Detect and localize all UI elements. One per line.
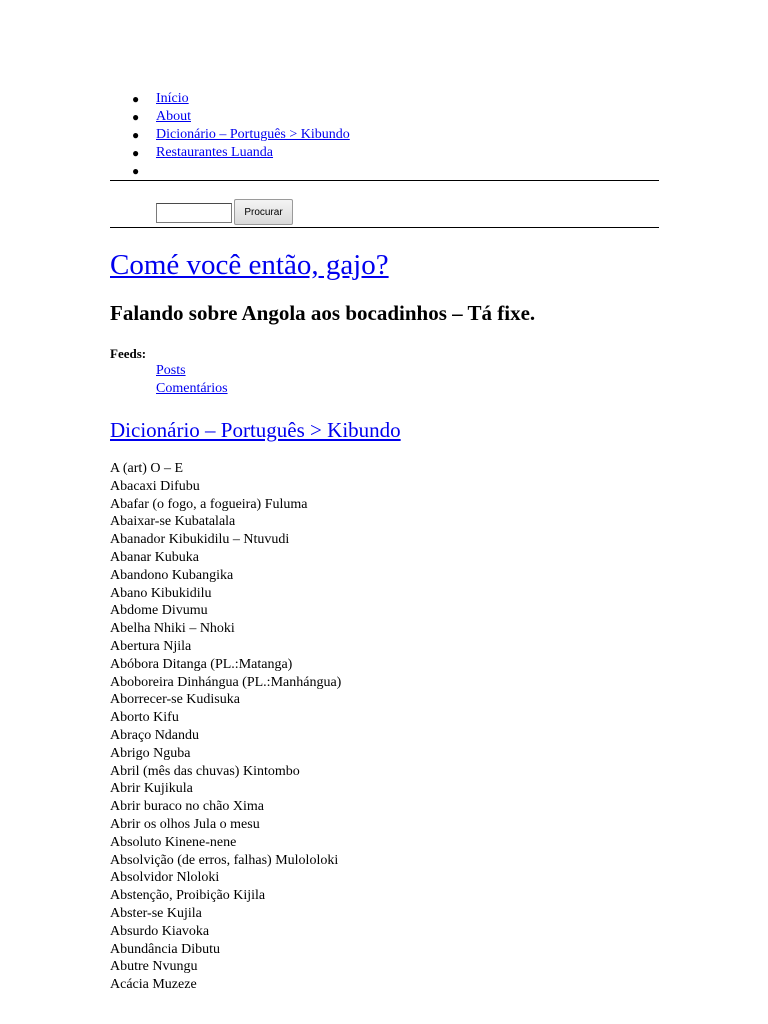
search-button[interactable]: Procurar — [234, 199, 293, 225]
dictionary-entry: Abafar (o fogo, a fogueira) Fuluma — [110, 496, 308, 512]
bullet-icon: ● — [132, 146, 140, 160]
dictionary-entry: Abrigo Nguba — [110, 745, 191, 761]
dictionary-entries — [110, 460, 710, 994]
bullet-icon: ● — [132, 110, 140, 124]
dictionary-entry: Abrir buraco no chão Xima — [110, 799, 264, 815]
site-tagline: Falando sobre Angola aos bocadinhos – Tá fixe. — [110, 301, 536, 325]
dictionary-entry: Absolvição (de erros, falhas) Mulololoki — [110, 852, 339, 868]
dictionary-entry: Abanador Kibukidilu – Ntuvudi — [110, 532, 290, 548]
bullet-icon: ● — [132, 92, 140, 106]
dictionary-entry: Abundância Dibutu — [110, 941, 221, 957]
dictionary-entry: Abdome Divumu — [110, 603, 208, 619]
dictionary-entry: Acácia Muzeze — [110, 977, 197, 993]
dictionary-entry: Abster-se Kujila — [110, 905, 202, 921]
main-nav — [110, 90, 659, 180]
nav-link-dicionario[interactable]: Dicionário – Português > Kibundo — [156, 127, 350, 142]
dictionary-entry: Abandono Kubangika — [110, 567, 234, 583]
nav-link-inicio[interactable]: Início — [156, 91, 189, 106]
nav-item-dicionario — [110, 126, 659, 144]
dictionary-entry: Aborrecer-se Kudisuka — [110, 692, 240, 708]
dictionary-entry: Abraço Ndandu — [110, 727, 200, 743]
divider-top — [110, 180, 659, 181]
post-title — [110, 416, 401, 444]
dictionary-entry: A (art) O – E — [110, 461, 184, 476]
dictionary-entry: Abóbora Ditanga (PL.:Matanga) — [110, 656, 293, 672]
dictionary-entry: Abanar Kubuka — [110, 549, 200, 565]
feed-comments-link[interactable]: Comentários — [156, 381, 228, 396]
nav-link-restaurantes[interactable]: Restaurantes Luanda — [156, 145, 274, 160]
bullet-icon: ● — [132, 164, 140, 178]
nav-item-inicio — [110, 90, 659, 108]
feeds-label: Feeds: — [110, 346, 147, 361]
bullet-icon: ● — [132, 128, 140, 142]
nav-link-about[interactable]: About — [156, 109, 191, 124]
search-input[interactable] — [156, 203, 232, 223]
divider-bottom — [110, 227, 659, 228]
dictionary-entry: Abelha Nhiki – Nhoki — [110, 621, 235, 637]
dictionary-entry: Absoluto Kinene-nene — [110, 834, 237, 850]
dictionary-entry: Abaixar-se Kubatalala — [110, 514, 236, 530]
dictionary-entry: Abertura Njila — [110, 638, 192, 654]
feeds-item-posts — [156, 362, 228, 380]
dictionary-entry: Abril (mês das chuvas) Kintombo — [110, 763, 300, 779]
dictionary-entry: Absurdo Kiavoka — [110, 923, 210, 939]
dictionary-entry: Abrir os olhos Jula o mesu — [110, 816, 260, 832]
dictionary-entry: Aboboreira Dinhángua (PL.:Manhángua) — [110, 674, 342, 690]
feeds-list — [156, 362, 228, 398]
nav-item-empty — [110, 162, 659, 180]
dictionary-entry: Abrir Kujikula — [110, 781, 193, 797]
dictionary-entry: Abstenção, Proibição Kijila — [110, 888, 266, 904]
nav-item-restaurantes — [110, 144, 659, 162]
post-title-link[interactable]: Dicionário – Português > Kibundo — [110, 418, 401, 442]
site-title — [110, 246, 389, 284]
site-title-link[interactable]: Comé você então, gajo? — [110, 249, 389, 281]
dictionary-entry: Abacaxi Difubu — [110, 478, 200, 494]
dictionary-entry: Aborto Kifu — [110, 710, 179, 726]
feed-posts-link[interactable]: Posts — [156, 363, 186, 378]
dictionary-entry: Abano Kibukidilu — [110, 585, 212, 601]
dictionary-entry: Absolvidor Nloloki — [110, 870, 220, 886]
feeds-item-comments — [156, 380, 228, 398]
nav-item-about — [110, 108, 659, 126]
dictionary-entry: Abutre Nvungu — [110, 959, 198, 975]
